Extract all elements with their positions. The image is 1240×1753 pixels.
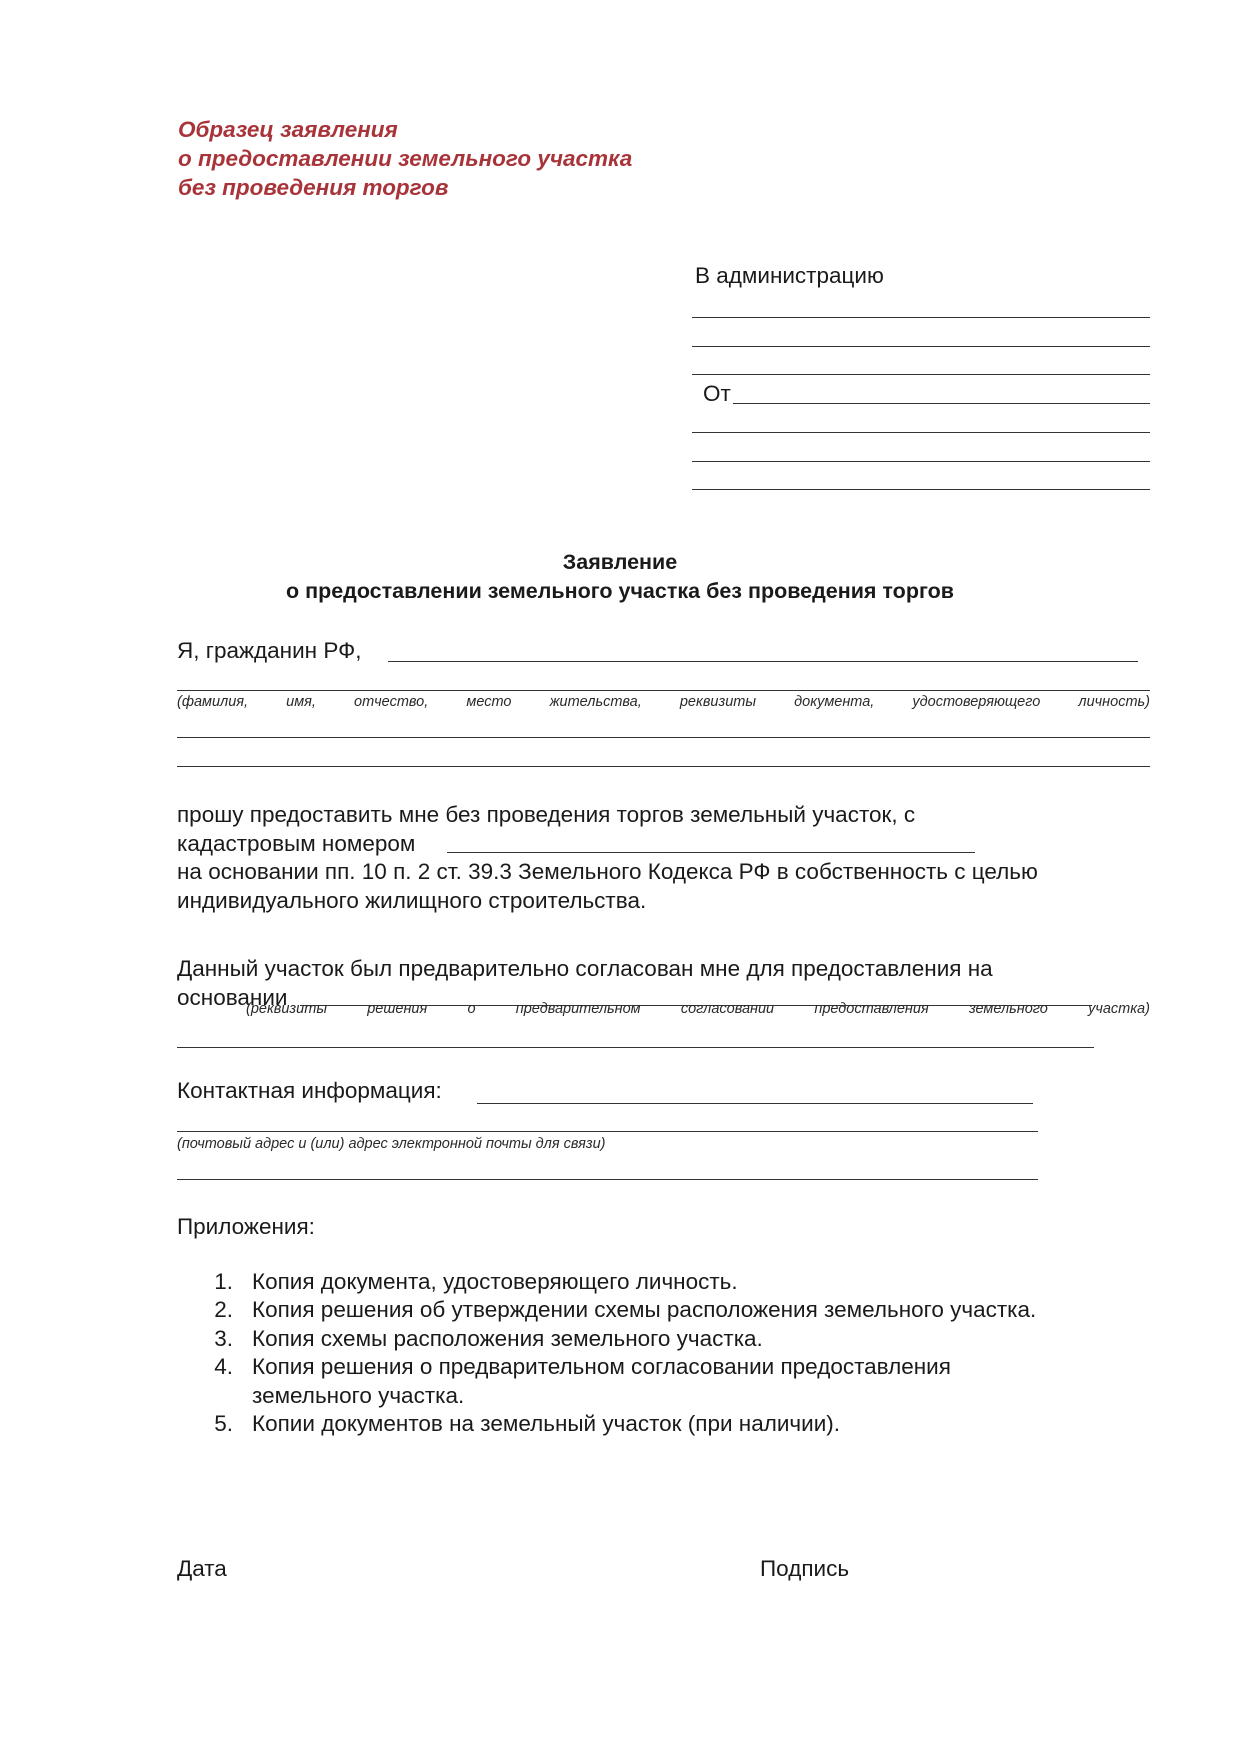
caption-word: имя, — [286, 694, 316, 710]
applicant-details-field[interactable] — [177, 690, 1150, 691]
approval-line: Данный участок был предварительно согласован мне для предоставления на — [177, 956, 993, 981]
signature-label: Подпись — [760, 1556, 850, 1581]
from-field-line[interactable] — [692, 461, 1150, 462]
caption-word: земельного — [968, 1001, 1048, 1017]
attachments-heading: Приложения: — [177, 1214, 315, 1239]
approval-caption — [246, 1001, 1150, 1017]
caption-word: место — [466, 694, 512, 710]
attachment-text: Копия документа, удостоверяющего личность. — [252, 1269, 738, 1294]
sample-heading-line: Образец заявления — [178, 117, 398, 142]
caption-word: документа, — [794, 694, 875, 710]
caption-word: (фамилия, — [177, 694, 249, 710]
applicant-details-field[interactable] — [177, 737, 1150, 738]
addressee-to-label: В администрацию — [695, 263, 884, 288]
caption-word: (реквизиты — [246, 1001, 327, 1017]
title-line-1: Заявление — [562, 550, 678, 574]
addressee-from-label: От — [703, 381, 731, 406]
caption-word: предоставления — [814, 1001, 929, 1017]
attachment-text-continued: земельного участка. — [252, 1383, 465, 1408]
caption-word: участка) — [1088, 1001, 1150, 1017]
contact-field[interactable] — [177, 1179, 1038, 1180]
caption-word: жительства, — [549, 694, 642, 710]
contact-field[interactable] — [477, 1103, 1033, 1104]
caption-word: о — [467, 1001, 476, 1017]
addressee-field-line[interactable] — [692, 346, 1150, 347]
caption-word: удостоверяющего — [912, 694, 1041, 710]
caption-word: реквизиты — [679, 694, 757, 710]
addressee-field-line[interactable] — [692, 374, 1150, 375]
attachment-number: 2. — [214, 1297, 233, 1322]
attachment-number: 3. — [214, 1326, 233, 1351]
contact-caption: (почтовый адрес и (или) адрес электронной почты для связи) — [177, 1136, 606, 1152]
contact-field[interactable] — [177, 1131, 1038, 1132]
caption-word: предварительном — [515, 1001, 641, 1017]
request-line: кадастровым номером — [177, 831, 416, 856]
from-field-line[interactable] — [692, 489, 1150, 490]
date-label: Дата — [177, 1556, 227, 1581]
attachment-number: 4. — [214, 1354, 233, 1379]
attachment-text: Копии документов на земельный участок (при наличии). — [252, 1411, 841, 1436]
approval-basis-field[interactable] — [177, 1047, 1094, 1048]
from-field-line[interactable] — [733, 403, 1150, 404]
from-field-line[interactable] — [692, 432, 1150, 433]
sample-heading-line: без проведения торгов — [178, 175, 449, 200]
contact-label: Контактная информация: — [177, 1078, 442, 1103]
request-line: прошу предоставить мне без проведения торгов земельный участок, с — [177, 802, 916, 827]
request-line: на основании пп. 10 п. 2 ст. 39.3 Земельного Кодекса РФ в собственность с целью — [177, 859, 1038, 884]
title-line-2: о предоставлении земельного участка без проведения торгов — [286, 579, 954, 603]
approval-line: основании — [177, 985, 288, 1010]
caption-word: личность) — [1078, 694, 1150, 710]
applicant-details-field[interactable] — [177, 766, 1150, 767]
attachment-text: Копия решения об утверждении схемы расположения земельного участка. — [252, 1297, 1037, 1322]
applicant-intro: Я, гражданин РФ, — [177, 638, 362, 663]
cadastral-number-field[interactable] — [447, 852, 975, 853]
applicant-name-field[interactable] — [388, 661, 1138, 662]
addressee-field-line[interactable] — [692, 317, 1150, 318]
applicant-caption — [177, 694, 1150, 710]
caption-word: отчество, — [354, 694, 429, 710]
attachment-text: Копия решения о предварительном согласовании предоставления — [252, 1354, 951, 1379]
attachment-number: 5. — [214, 1411, 233, 1436]
attachment-number: 1. — [214, 1269, 233, 1294]
caption-word: решения — [367, 1001, 428, 1017]
request-line: индивидуального жилищного строительства. — [177, 888, 647, 913]
sample-heading-line: о предоставлении земельного участка — [178, 146, 633, 171]
attachment-text: Копия схемы расположения земельного участка. — [252, 1326, 763, 1351]
caption-word: согласовании — [680, 1001, 775, 1017]
